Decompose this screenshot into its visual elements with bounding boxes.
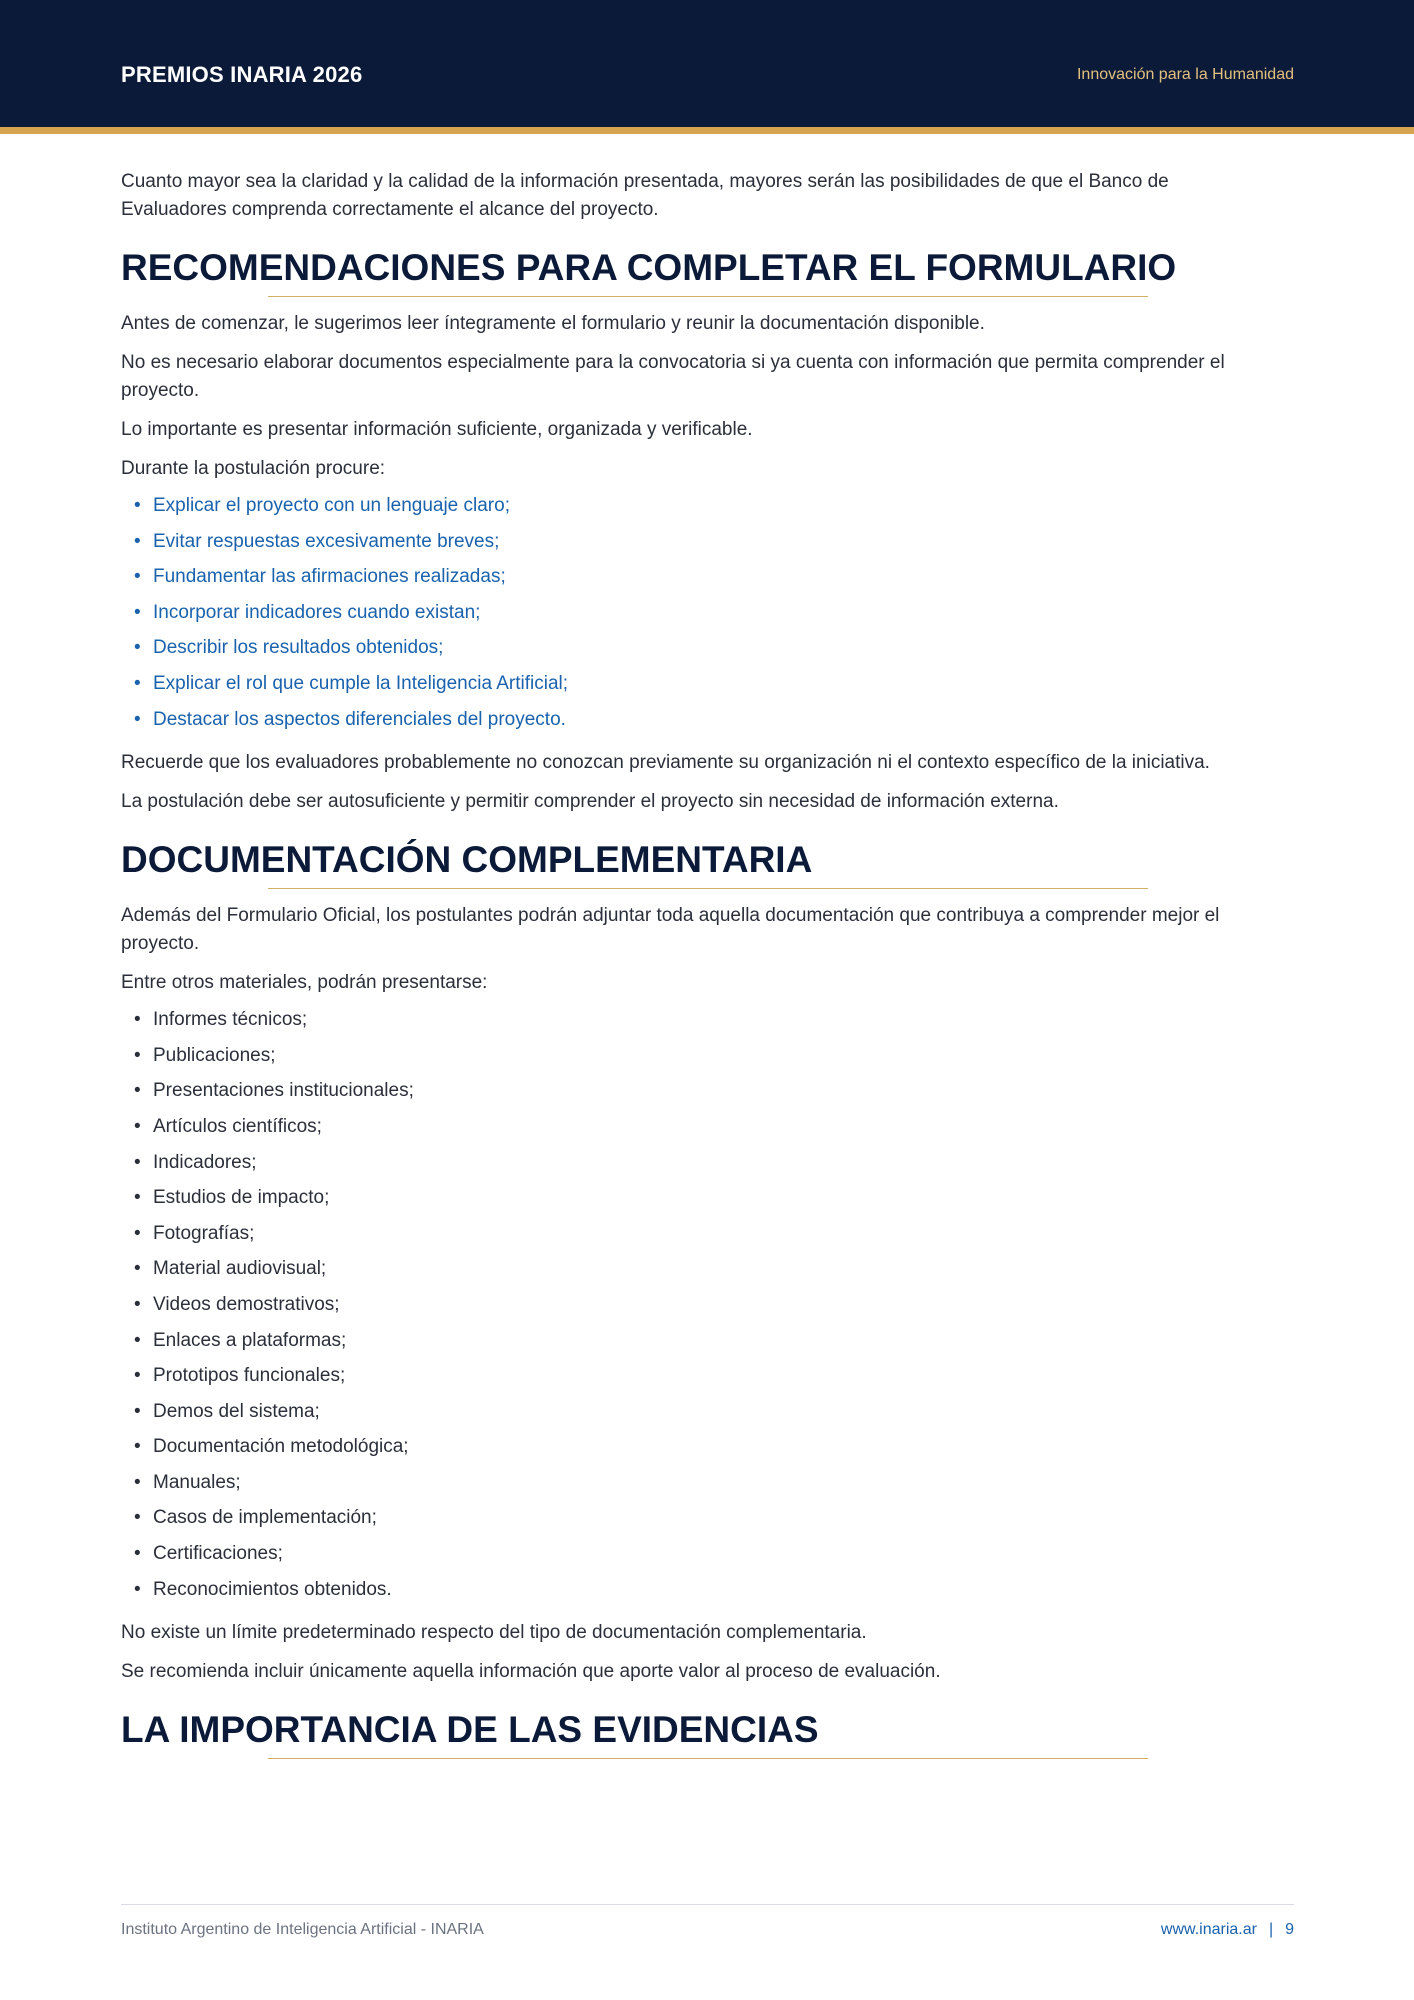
section-title-recomendaciones: RECOMENDACIONES PARA COMPLETAR EL FORMULARIO: [121, 247, 1177, 288]
list-item: • Destacar los aspectos diferenciales del proyecto.: [121, 702, 1271, 738]
list-item: • Enlaces a plataformas;: [121, 1323, 1271, 1359]
list-item: • Estudios de impacto;: [121, 1180, 1271, 1216]
list-item: • Indicadores;: [121, 1145, 1271, 1181]
footer-right: [1161, 1921, 1294, 1939]
footer-separator: |: [1268, 1921, 1274, 1938]
recomendaciones-paragraph: Antes de comenzar, le sugerimos leer íntegramente el formulario y reunir la documentación disponible.: [121, 313, 985, 334]
recomendaciones-paragraph: No es necesario elaborar documentos especialmente para la convocatoria si ya cuenta con información que permita comprender el proyecto.: [121, 352, 1225, 401]
list-item: • Informes técnicos;: [121, 1002, 1271, 1038]
footer-institution: Instituto Argentino de Inteligencia Artificial - INARIA: [121, 1921, 484, 1938]
section-title-documentacion: DOCUMENTACIÓN COMPLEMENTARIA: [121, 839, 813, 881]
recomendaciones-paragraph: Recuerde que los evaluadores probablemente no conozcan previamente su organización ni el contexto específico de la iniciativa.: [121, 752, 1210, 774]
list-item: • Material audiovisual;: [121, 1251, 1271, 1287]
page-header: [0, 0, 1414, 134]
documentacion-paragraph: No existe un límite predeterminado respecto del tipo de documentación complementaria.: [121, 1622, 867, 1644]
list-item: • Describir los resultados obtenidos;: [121, 630, 1271, 666]
list-item: • Presentaciones institucionales;: [121, 1073, 1271, 1109]
section-title-evidencias: LA IMPORTANCIA DE LAS EVIDENCIAS: [121, 1709, 819, 1751]
list-item: • Casos de implementación;: [121, 1500, 1271, 1536]
list-item: • Incorporar indicadores cuando existan;: [121, 595, 1271, 631]
documentacion-paragraph: Se recomienda incluir únicamente aquella información que aporte valor al proceso de evaluación.: [121, 1661, 941, 1683]
list-item: • Prototipos funcionales;: [121, 1358, 1271, 1394]
list-item: • Videos demostrativos;: [121, 1287, 1271, 1323]
footer-website-link[interactable]: www.inaria.ar: [1160, 1921, 1257, 1938]
list-item: • Publicaciones;: [121, 1038, 1271, 1074]
page-number: 9: [1285, 1921, 1294, 1938]
list-item: • Demos del sistema;: [121, 1394, 1271, 1430]
section-divider: [268, 888, 1148, 889]
list-item: • Certificaciones;: [121, 1536, 1271, 1572]
list-item: • Explicar el proyecto con un lenguaje claro;: [121, 488, 1271, 524]
recomendaciones-paragraph: Durante la postulación procure:: [121, 458, 386, 479]
documentacion-paragraph: Además del Formulario Oficial, los postulantes podrán adjuntar toda aquella documentación que contribuya a comprender mejor el proyecto.: [121, 905, 1220, 955]
list-item: • Documentación metodológica;: [121, 1429, 1271, 1465]
list-item: • Manuales;: [121, 1465, 1271, 1501]
documentacion-paragraph: Entre otros materiales, podrán presentarse:: [121, 972, 488, 994]
list-item: • Fundamentar las afirmaciones realizadas;: [121, 559, 1271, 595]
recomendaciones-paragraph: La postulación debe ser autosuficiente y permitir comprender el proyecto sin necesidad de información externa.: [121, 791, 1059, 813]
section-divider: [268, 1758, 1148, 1759]
documentacion-list: [121, 1002, 1271, 1607]
list-item: • Artículos científicos;: [121, 1109, 1271, 1145]
section-divider: [268, 296, 1148, 297]
intro-paragraph: Cuanto mayor sea la claridad y la calidad de la información presentada, mayores serán las posibilidades de que el Banco de Evaluadores comprenda correctamente el alcance del proyecto.: [121, 171, 1169, 220]
header-title: PREMIOS INARIA 2026: [121, 62, 363, 87]
recomendaciones-list: [121, 488, 1271, 737]
footer-divider: [121, 1904, 1294, 1905]
list-item: • Explicar el rol que cumple la Inteligencia Artificial;: [121, 666, 1271, 702]
list-item: • Evitar respuestas excesivamente breves;: [121, 524, 1271, 560]
header-tagline: Innovación para la Humanidad: [1076, 66, 1294, 83]
list-item: • Reconocimientos obtenidos.: [121, 1572, 1271, 1608]
list-item: • Fotografías;: [121, 1216, 1271, 1252]
recomendaciones-paragraph: Lo importante es presentar información suficiente, organizada y verificable.: [121, 419, 753, 440]
document-body: [121, 168, 1271, 1772]
